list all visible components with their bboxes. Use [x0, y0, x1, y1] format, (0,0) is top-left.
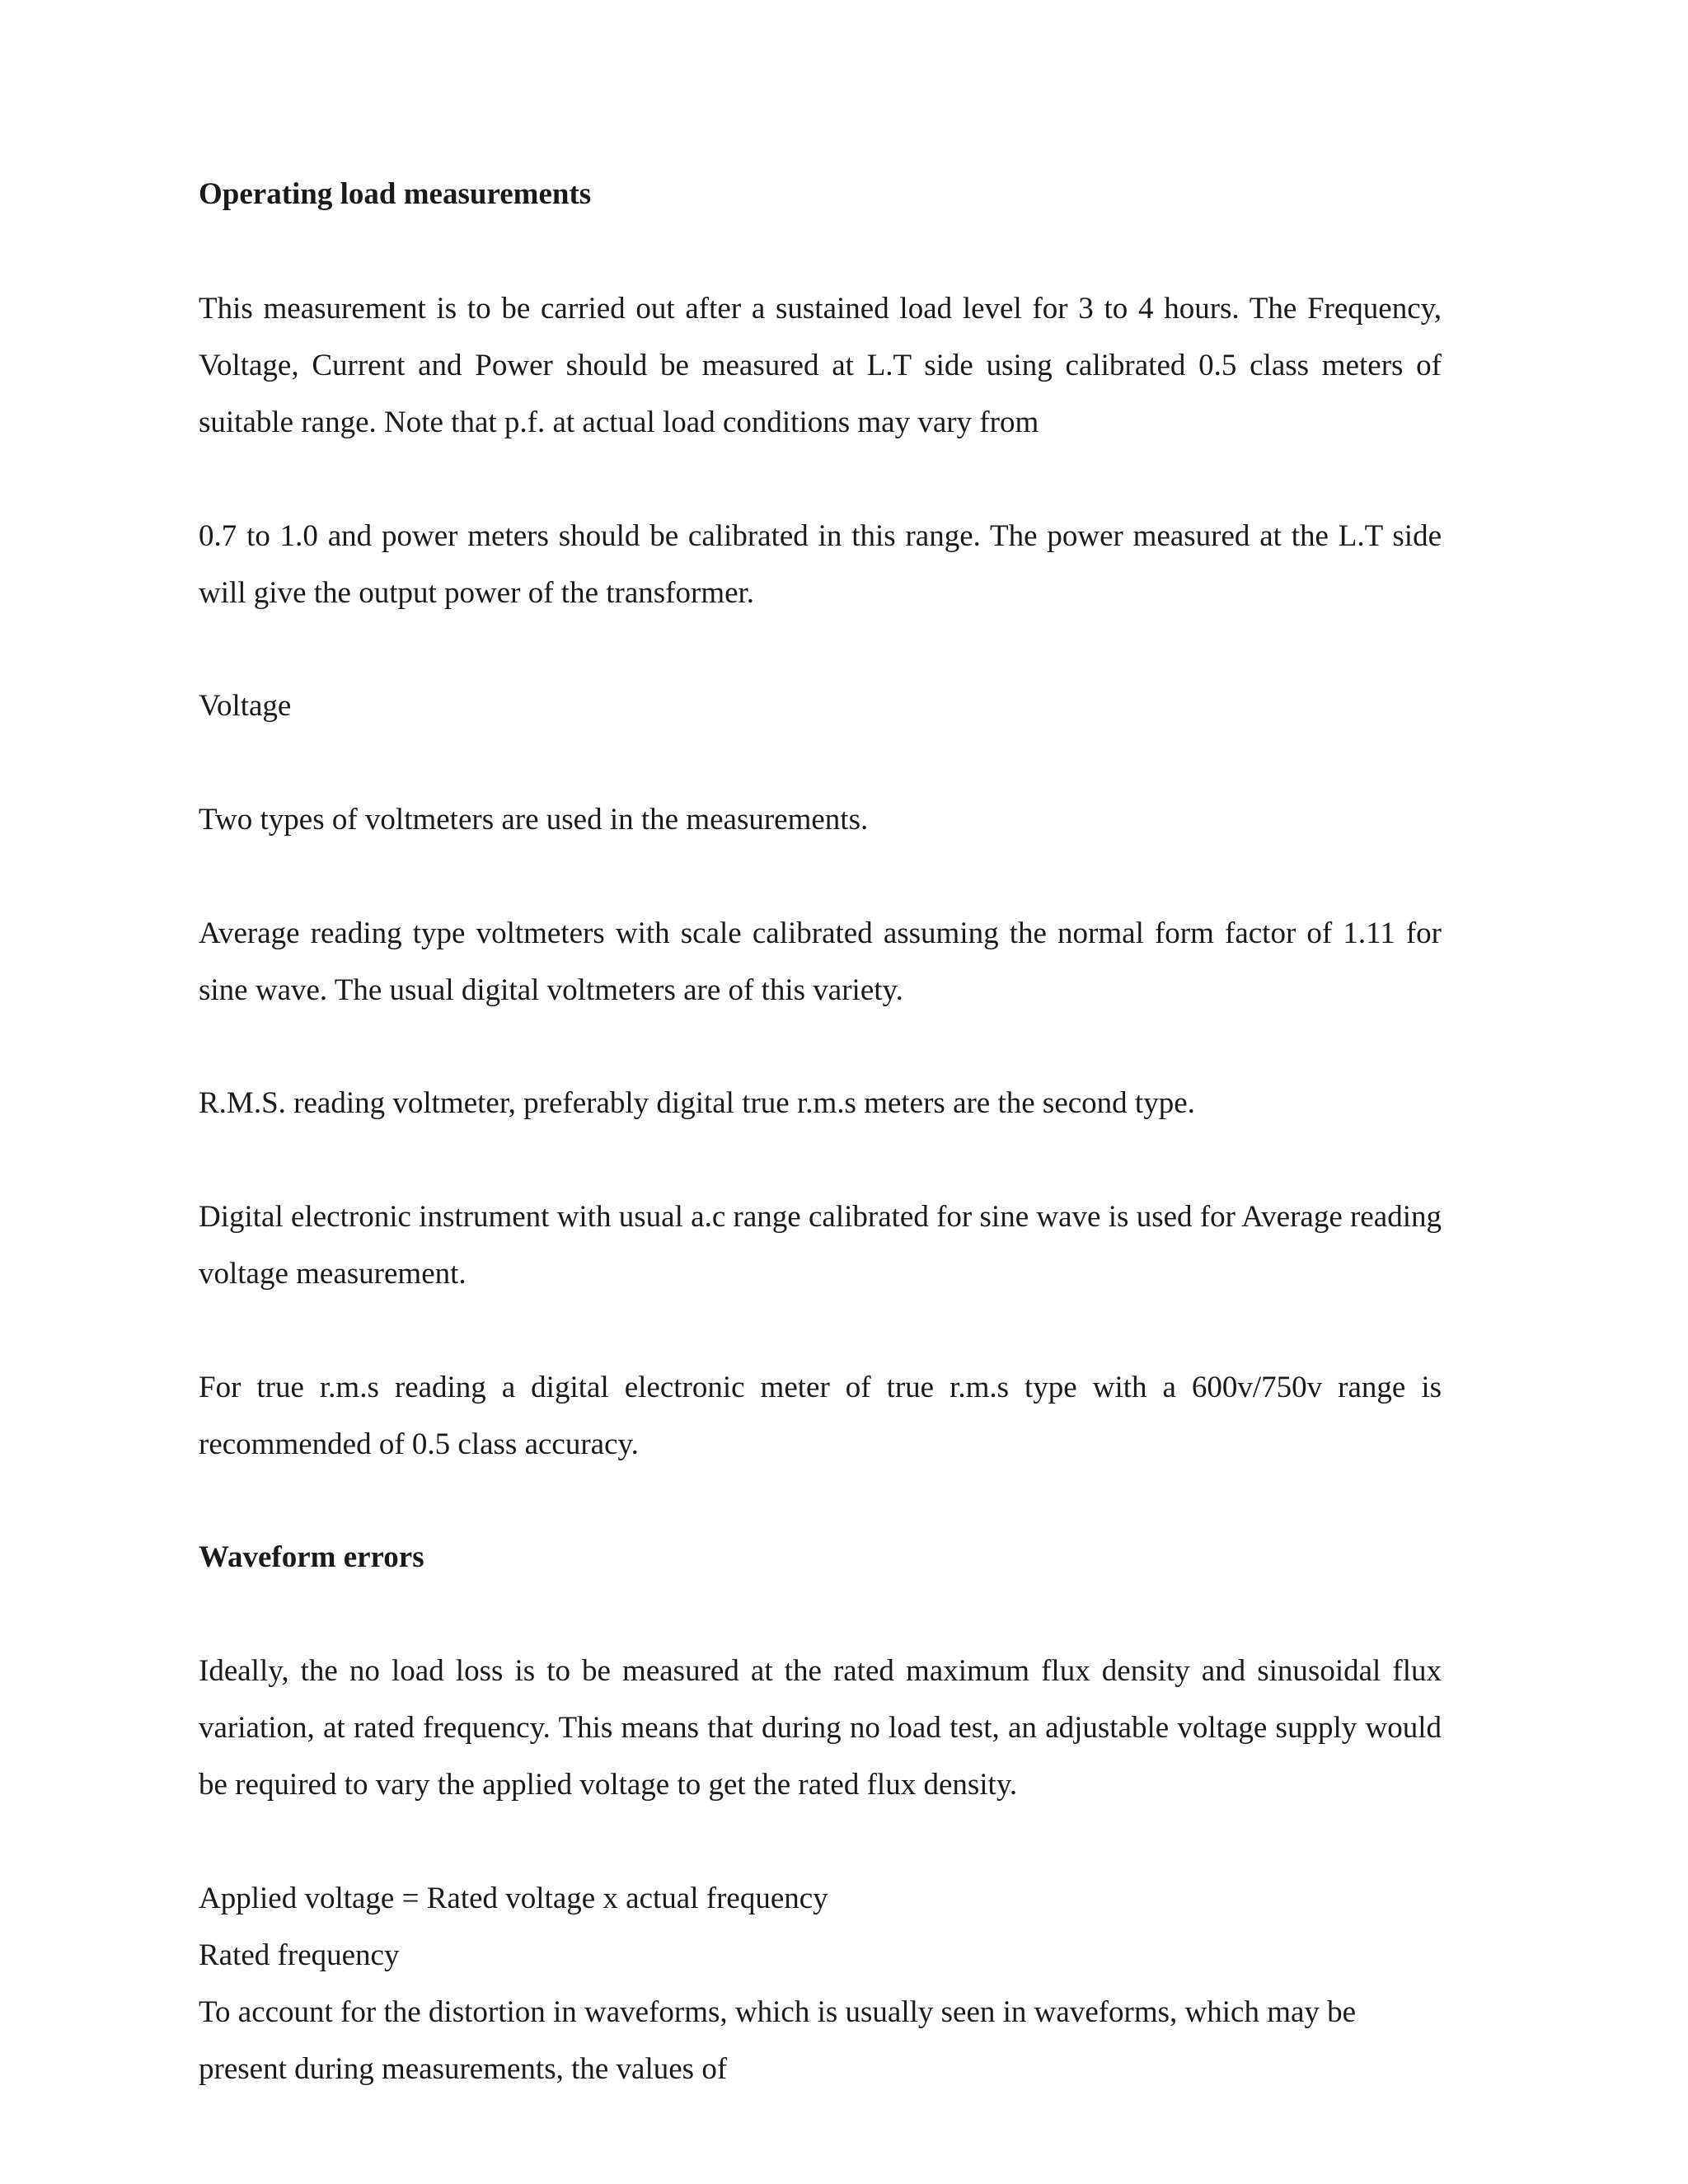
distortion-text-line-2: present during measurements, the values of: [199, 2052, 728, 2086]
formula-denominator-line: Rated frequency: [199, 1938, 400, 1972]
label-voltage: Voltage: [199, 689, 292, 723]
paragraph-true-rms: For true r.m.s reading a digital electronic meter of true r.m.s type with a 600v/750v range is recommended of 0.5 class accuracy.: [199, 1371, 1442, 1461]
paragraph-average-reading-type: Average reading type voltmeters with scale calibrated assuming the normal form factor of 1.11 for sine wave. The usual digital voltmeters are of this variety.: [199, 916, 1442, 1007]
paragraph-operating-load-1: This measurement is to be carried out after a sustained load level for 3 to 4 hours. The Frequency, Voltage, Current and Power should be measured at L.T side using calibrated 0.5 class meters of suitable range. Note that p.f. at actual load conditions may vary from: [199, 292, 1442, 439]
formula-numerator-line: Applied voltage = Rated voltage x actual frequency: [199, 1882, 828, 1915]
paragraph-operating-load-2: 0.7 to 1.0 and power meters should be calibrated in this range. The power measured at the L.T side will give the output power of the transformer.: [199, 519, 1442, 610]
paragraph-rms-reading-type: R.M.S. reading voltmeter, preferably digital true r.m.s meters are the second type.: [199, 1086, 1195, 1120]
formula-applied-voltage: [199, 1870, 1442, 2097]
paragraph-voltmeter-types: Two types of voltmeters are used in the measurements.: [199, 803, 869, 837]
paragraph-waveform-errors: Ideally, the no load loss is to be measured at the rated maximum flux density and sinusoidal flux variation, at rated frequency. This means that during no load test, an adjustable voltage supply would be required to vary the applied voltage to get the rated flux density.: [199, 1654, 1442, 1802]
section-heading-operating-load: Operating load measurements: [199, 177, 592, 211]
paragraph-digital-instrument: Digital electronic instrument with usual a.c range calibrated for sine wave is used for Average reading voltage measurement.: [199, 1200, 1442, 1291]
section-heading-waveform-errors: Waveform errors: [199, 1540, 424, 1574]
distortion-text-line-1: To account for the distortion in waveforms, which is usually seen in waveforms, which may be: [199, 1995, 1357, 2029]
